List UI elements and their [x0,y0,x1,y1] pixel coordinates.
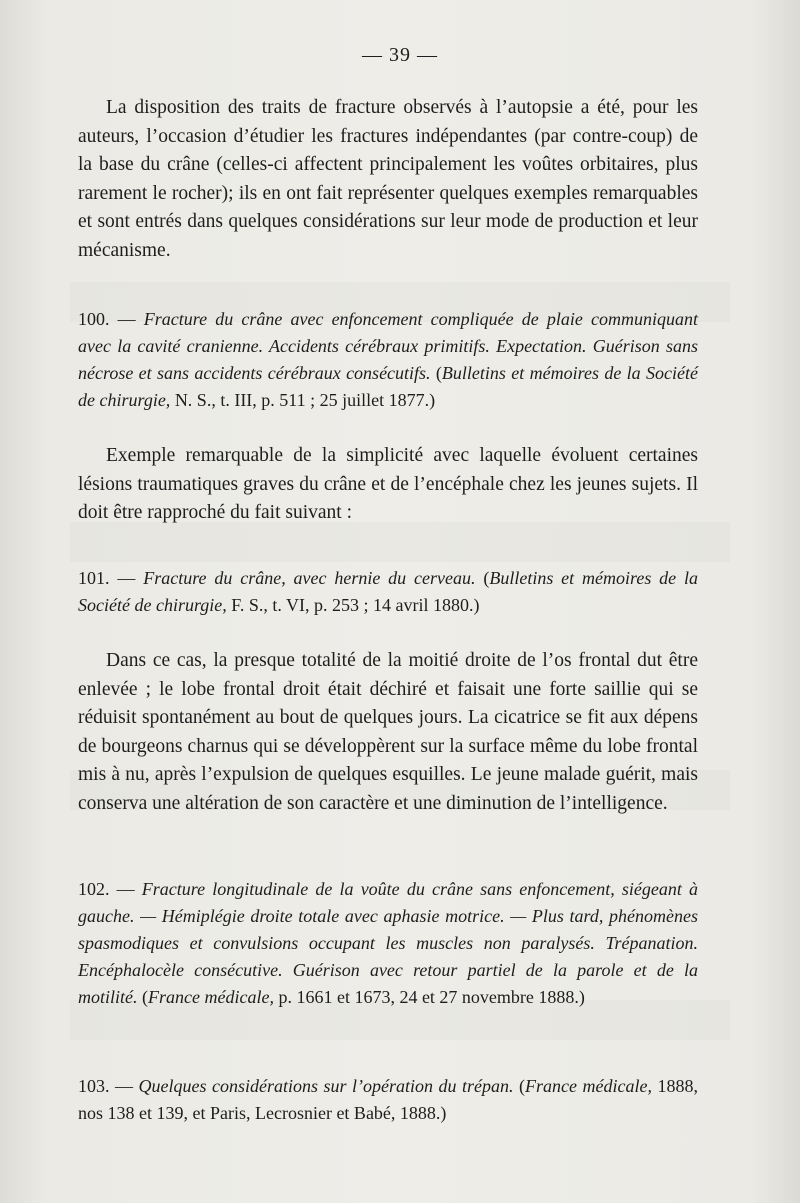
source-open: ( [475,568,490,588]
page-number: — 39 — [362,44,438,66]
source-title: Bulletins et mémoires de la Société de chirurgie, [78,568,699,615]
bibliography-entry-102 [78,876,698,1011]
paragraph-example [78,442,698,528]
source-details: p. 1661 et 1673, 24 et 27 novembre 1888.) [273,987,585,1007]
source-details: F. S., t. VI, p. 253 ; 14 avril 1880.) [226,595,480,615]
entry-title: Quelques considérations sur l’opération du trépan. [138,1076,514,1096]
source-open: ( [137,987,148,1007]
source-details: 1888, nos 138 et 139, et Paris, Lecrosnier et Babé, 1888.) [78,1076,699,1123]
source-details: N. S., t. III, p. 511 ; 25 juillet 1877.) [170,390,436,410]
source-title: France médicale, [148,987,274,1007]
paragraph-text: Dans ce cas, la presque totalité de la moitié droite de l’os frontal dut être enlevée ; le lobe frontal droit était déchiré et faisait une forte saillie qui se réduisit spontanément au bout de quelques jours. La cicatrice se fit aux dépens de bourgeons charnus qui se développèrent sur la surface même du lobe frontal mis à nu, après l’expulsion de quelques esquilles. Le jeune malade guérit, mais conserva une altération de son caractère et une diminution de l’intelligence. [78,650,698,814]
source-open: ( [430,363,442,383]
entry-title: Fracture du crâne avec enfoncement compliquée de plaie communiquant avec la cavité cranienne. Accidents cérébraux primitifs. Expectation. Guérison sans nécrose et sans accidents cérébraux consécutifs. [78,309,698,383]
bibliography-entry-101 [78,565,698,619]
paragraph-autopsy [78,94,698,266]
entry-number: 103. — [78,1076,139,1096]
entry-number: 102. — [78,879,142,899]
source-title: Bulletins et mémoires de la Société de chirurgie, [78,363,699,410]
entry-number: 101. — [78,568,144,588]
entry-title: Fracture longitudinale de la voûte du crâne sans enfoncement, siégeant à gauche. — Hémiplégie droite totale avec aphasie motrice. — Plus tard, phénomènes spasmodiques et convulsions occupant les muscles non paralysés. Trépanation. Encéphalocèle consécutive. Guérison avec retour partiel de la parole et de la motilité. [78,879,698,1007]
source-open: ( [513,1076,526,1096]
source-title: France médicale, [525,1076,653,1096]
bibliography-entry-100 [78,306,698,414]
paragraph-text: La disposition des traits de fracture observés à l’autopsie a été, pour les auteurs, l’occasion d’étudier les fractures indépendantes (par contre-coup) de la base du crâne (celles-ci affectent principalement les voûtes orbitaires, plus rarement le rocher); ils en ont fait représenter quelques exemples remarquables et sont entrés dans quelques considérations sur leur mode de production et leur mécanisme. [78,97,698,261]
paragraph-case [78,647,698,819]
paragraph-text: Exemple remarquable de la simplicité avec laquelle évoluent certaines lésions traumatiques graves du crâne et de l’encéphale chez les jeunes sujets. Il doit être rapproché du fait suivant : [78,445,698,524]
entry-number: 100. — [78,309,144,329]
bibliography-entry-103 [78,1073,698,1127]
bleed-through-shading [70,522,730,562]
entry-title: Fracture du crâne, avec hernie du cerveau. [143,568,476,588]
